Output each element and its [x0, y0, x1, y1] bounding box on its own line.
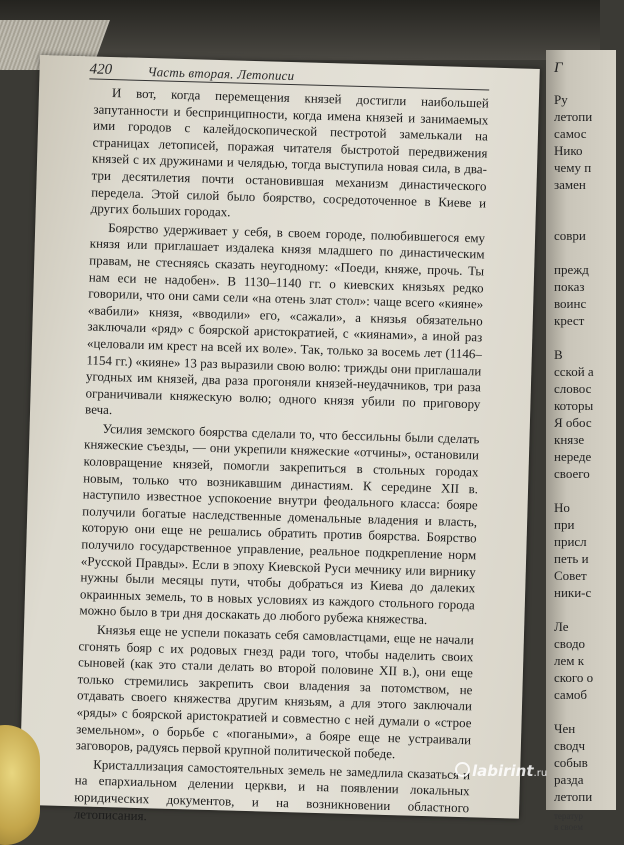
- right-line: собыв: [554, 755, 588, 770]
- right-line: сской а: [554, 364, 594, 379]
- right-line: присл: [554, 534, 587, 549]
- right-page-header: Г: [554, 60, 563, 76]
- thumb-holding-book: [0, 725, 40, 845]
- right-line: воинс: [554, 296, 587, 311]
- watermark-suffix: .ru: [533, 768, 548, 779]
- right-line: при: [554, 517, 575, 532]
- right-line: Ру: [554, 92, 568, 107]
- right-line: замен: [554, 177, 586, 192]
- body-text: [74, 85, 490, 836]
- spacer: [554, 703, 624, 720]
- watermark: [455, 762, 547, 780]
- right-line: прежд: [554, 262, 589, 277]
- paragraph-4: Князья еще не успели показать себя самовластцами, еще не начали сгонять бояр с их родовых гнезд ради того, чтобы наделить своих сыновей (как это стали делать во второй половине XII в.), они еще только стремились закрепить свои владения за потомством, не отдавать своего княжества другим князьям, а для этого заключали «ряды» с боярской аристократией и совместно с ней думали о «строе земельном», о борьбе с «погаными», а бояре еще не устраивали заговоров, радуясь первой крупной политической победе.: [75, 621, 475, 762]
- spacer: [554, 482, 624, 499]
- right-line: которы: [554, 398, 594, 413]
- right-line: [554, 193, 624, 210]
- right-line: самоб: [554, 687, 588, 702]
- right-line: князе: [554, 432, 585, 447]
- right-line: сводч: [554, 738, 586, 753]
- right-line: чему п: [554, 160, 592, 175]
- right-footnote: [554, 811, 624, 833]
- right-line: Я обос: [554, 415, 592, 430]
- book-page-left: [19, 55, 540, 823]
- right-line: ского о: [554, 670, 594, 685]
- footnote-line: в своем: [554, 822, 583, 832]
- right-page-text: [554, 60, 624, 833]
- paragraph-1: И вот, когда перемещения князей достигли наибольшей запутанности и беспринципности, когда имена князей и занимаемых ими городов с калейдоскопической пестротой замелькали на страницах летописей, поражая читателя быстротой передвижения князей с их дружинами и челядью, тогда выступила новая сила, в два-три десятилетия почти остановившая механизм династического передела. Этой силой было боярство, сосредоточенное в Киеве и других больших городах.: [90, 85, 490, 220]
- right-line: Чен: [554, 721, 576, 736]
- right-line: своего: [554, 466, 590, 481]
- spacer: [554, 601, 624, 618]
- right-line: показ: [554, 279, 585, 294]
- watermark-text: labirint: [472, 762, 534, 780]
- right-line: сводо: [554, 636, 586, 651]
- spacer: [554, 329, 624, 346]
- right-line: крест: [554, 313, 585, 328]
- footnote-line: тератур: [554, 811, 584, 821]
- right-line: нереде: [554, 449, 592, 464]
- right-line: соври: [554, 228, 586, 243]
- right-line: В: [554, 347, 563, 362]
- right-line: Ле: [554, 619, 569, 634]
- book-page-right: [546, 50, 616, 832]
- right-line: петь и: [554, 551, 589, 566]
- paragraph-5: Кристаллизация самостоятельных земель не замедлила сказаться и на епархиальном делении церкви, и на появлении локальных юридических документов, и на возникновении областного летописания.: [73, 756, 471, 823]
- right-line: Совет: [554, 568, 587, 583]
- page-number: 420: [89, 61, 113, 79]
- right-line: ники-с: [554, 585, 592, 600]
- running-head: Часть вторая. Летописи: [147, 64, 295, 84]
- paragraph-3: Усилия земского боярства сделали то, что бессильны были сделать княжеские съезды, — они укрепили княжеские «отчины», остановили коловращение князей, помогли закрепиться в стольных городах новым, только что возникавшим династиям. К середине XII в. наступило известное успокоение внутри феодального класса: бояре получили богатые наследственные доменальные владения и власть, которую они еще не решались обратить против боярства. Боярство получило государственное управление, реальное подкрепление норм «Русской Правды». Если в эпоху Киевской Руси мечнику или вирнику нужны были месяцы пути, чтобы добраться из Киева до далеких окраинных земель, то в новых условиях из каждого стольного города можно было в три дня доскакать до любого рубежа княжества.: [79, 420, 480, 628]
- right-line: самос: [554, 126, 587, 141]
- right-line: разда: [554, 772, 584, 787]
- right-line: [554, 244, 624, 261]
- right-line: лем к: [554, 653, 585, 668]
- right-line: летопи: [554, 109, 593, 124]
- right-line: словос: [554, 381, 592, 396]
- paragraph-2: Боярство удерживает у себя, в своем городе, полюбившегося ему князя или приглашает издалека князя младшего по династическим правам, не стесняясь сказать неугодному: «Поеди, княже, прочь. Ты нам еси не надобен». В 1130–1140 гг. о киевских князьях редко говорили, что они сами сели «на отень злат стол»: чаще всего «кияне» «вабили» князя, «вводили» его, «сажали», а князья обязательно заключали «ряд» с боярской аристократией, с «киянами», а иной раз «целовали им крест на всей их воле». Так, только за восемь лет (1146–1154 гг.) «кияне» 13 раз выразили свою волю: трижды они приглашали угодных им князей, два раза прогоняли князей-неудачников, три раза ограничивали княжескую волю; одного князя убили по приговору веча.: [84, 219, 486, 418]
- watermark-logo-icon: [455, 762, 470, 777]
- right-line: летопи: [554, 789, 593, 804]
- right-line: Нико: [554, 143, 583, 158]
- right-line: [554, 210, 624, 227]
- right-line: Но: [554, 500, 570, 515]
